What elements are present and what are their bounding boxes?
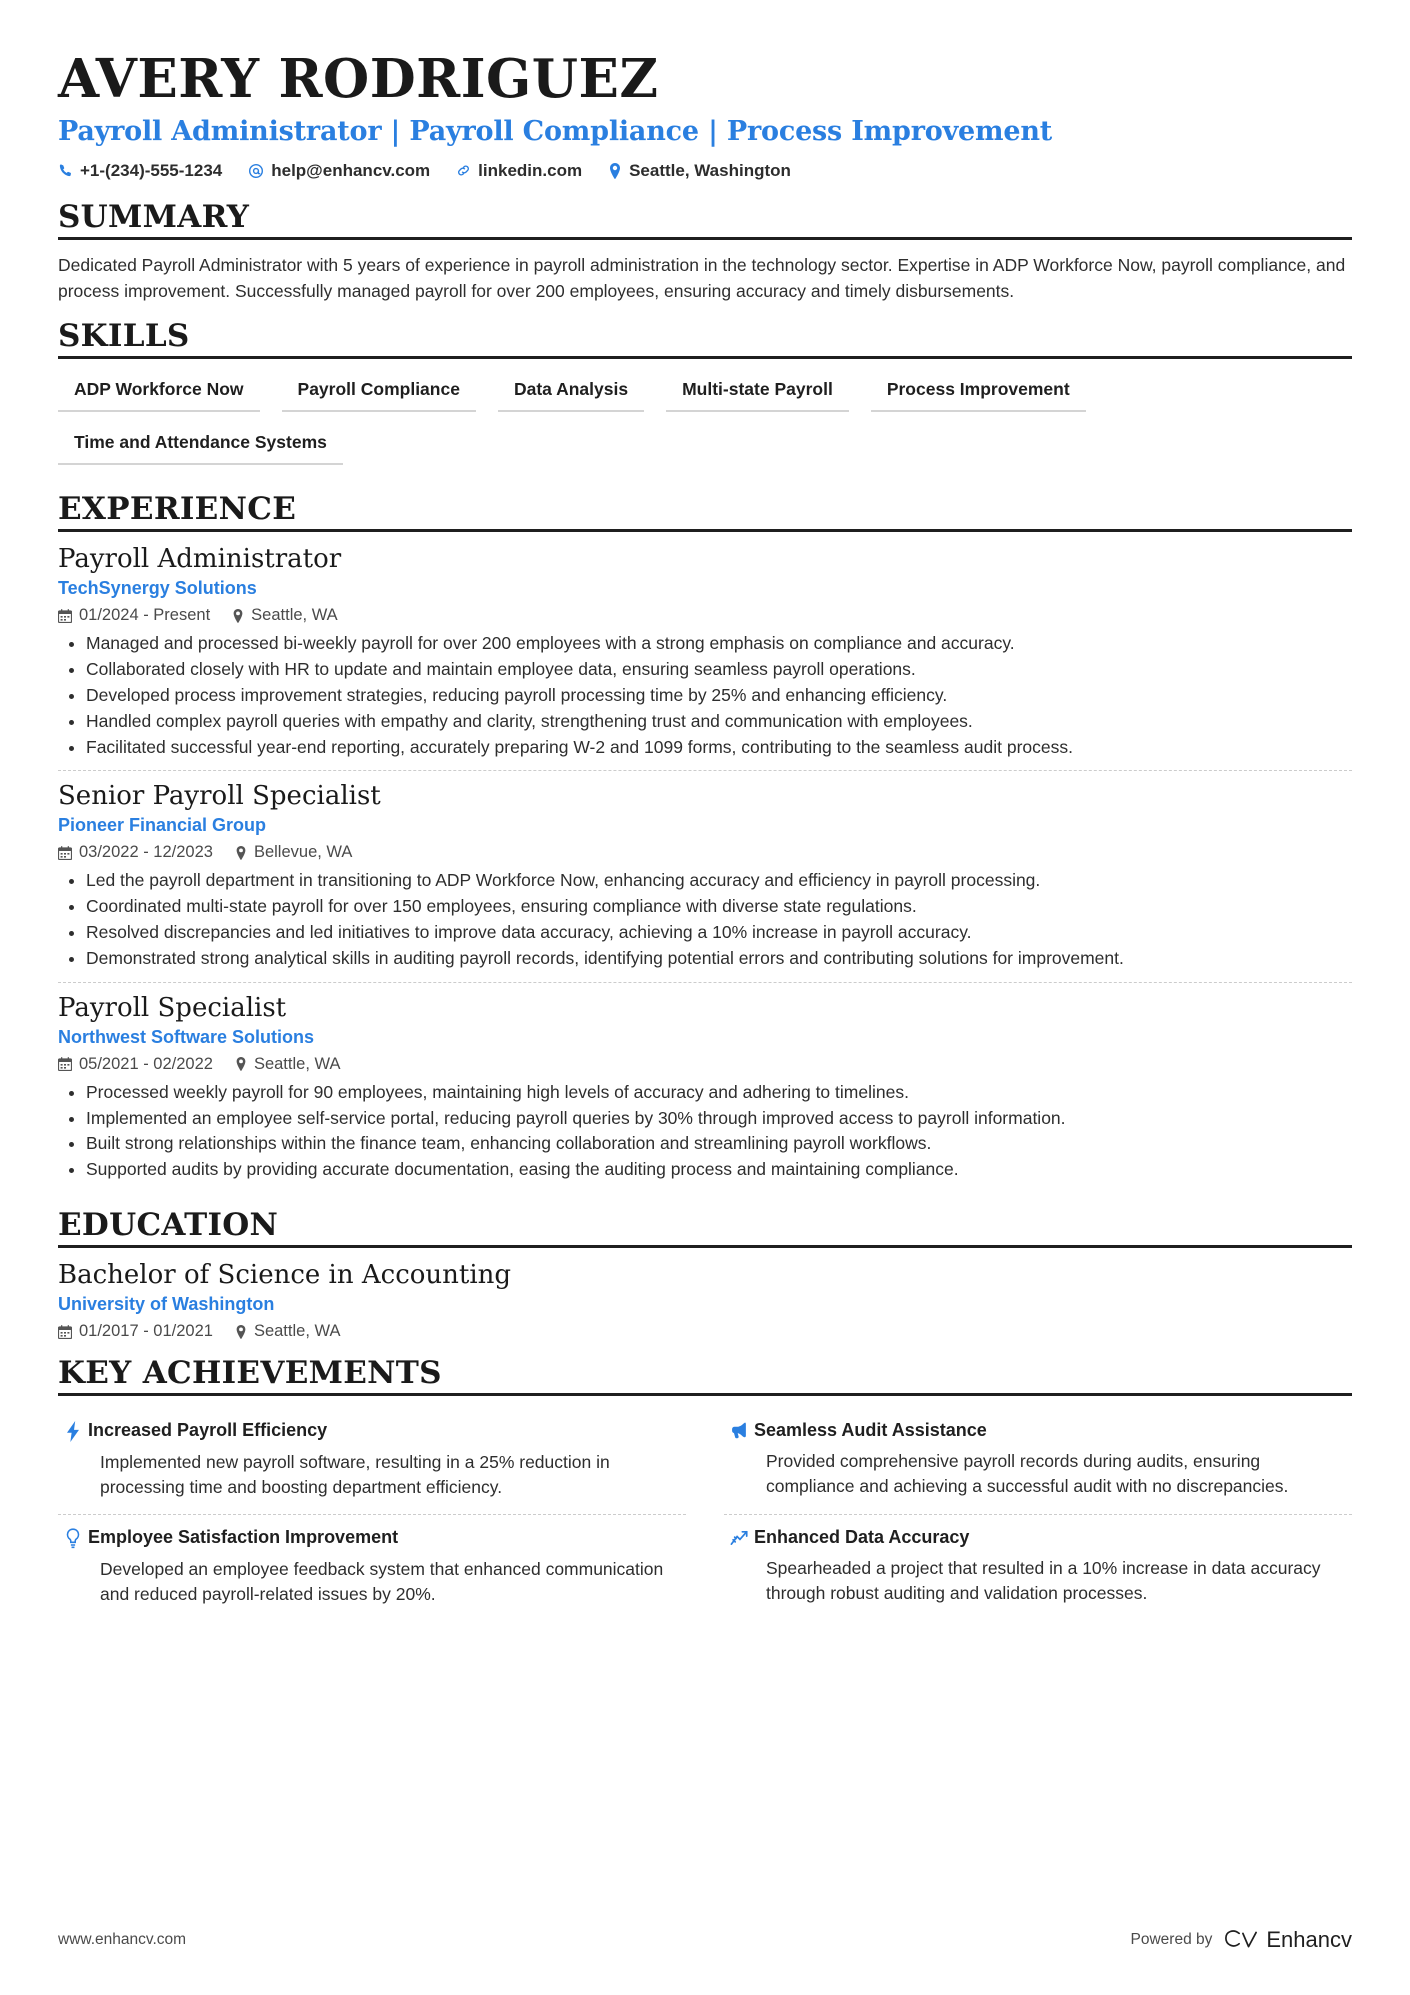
job-location-text: Seattle, WA bbox=[251, 606, 338, 625]
section-title-education: EDUCATION bbox=[58, 1207, 1352, 1248]
achievements-grid bbox=[58, 1408, 1352, 1620]
contact-email-text: help@enhancv.com bbox=[271, 160, 431, 180]
company-name: Northwest Software Solutions bbox=[58, 1026, 315, 1047]
job-dates bbox=[58, 843, 213, 862]
skill-item: ADP Workforce Now bbox=[58, 371, 260, 412]
section-skills bbox=[58, 318, 1352, 477]
job-dates-text: 05/2021 - 02/2022 bbox=[79, 1054, 213, 1073]
contact-linkedin[interactable] bbox=[456, 161, 582, 181]
contact-email[interactable] bbox=[248, 161, 430, 181]
location-icon bbox=[608, 163, 622, 179]
bullet-item: • Coordinated multi-state payroll for over 150 employees, ensuring compliance with diverse state regulations. bbox=[86, 894, 1352, 919]
job-dates bbox=[58, 606, 210, 625]
company-name: Pioneer Financial Group bbox=[58, 815, 267, 836]
job-dates bbox=[58, 1055, 213, 1074]
job-location bbox=[232, 606, 338, 625]
contact-location bbox=[608, 161, 791, 181]
achievement-item bbox=[58, 1515, 686, 1621]
bullet-item: • Resolved discrepancies and led initiatives to improve data accuracy, achieving a 10% increase in payroll accuracy. bbox=[86, 920, 1352, 945]
job-location-text: Bellevue, WA bbox=[253, 843, 353, 862]
resume-header bbox=[58, 48, 1352, 181]
education-entry bbox=[58, 1260, 1352, 1341]
experience-entry bbox=[58, 544, 1352, 771]
section-education bbox=[58, 1207, 1352, 1341]
email-icon bbox=[248, 163, 264, 179]
school-name: University of Washington bbox=[58, 1294, 275, 1315]
contact-location-text: Seattle, Washington bbox=[629, 160, 791, 180]
bullet-item: • Facilitated successful year-end reporting, accurately preparing W-2 and 1099 forms, contributing to the seamless audit process. bbox=[86, 735, 1352, 760]
location-icon bbox=[232, 609, 244, 623]
achievement-description: Spearheaded a project that resulted in a 10% increase in data accuracy through robust auditing and validation processes. bbox=[766, 1557, 1321, 1603]
education-dates-text: 01/2017 - 01/2021 bbox=[79, 1322, 213, 1341]
skill-item: Payroll Compliance bbox=[282, 371, 476, 412]
section-achievements bbox=[58, 1355, 1352, 1620]
job-bullets bbox=[58, 631, 1352, 759]
experience-entry bbox=[58, 993, 1352, 1193]
section-experience bbox=[58, 491, 1352, 1193]
bullet-item: • Implemented an employee self-service portal, reducing payroll queries by 30% through improved access to payroll information. bbox=[86, 1106, 1352, 1131]
job-title: Senior Payroll Specialist bbox=[58, 781, 381, 812]
job-meta bbox=[58, 843, 1352, 862]
enhancv-logo bbox=[1224, 1927, 1352, 1953]
job-location bbox=[235, 843, 352, 862]
contact-row bbox=[58, 161, 1352, 181]
location-icon bbox=[235, 1057, 247, 1071]
achievement-head bbox=[724, 1420, 1352, 1441]
calendar-icon bbox=[58, 1057, 72, 1071]
achievement-item bbox=[724, 1408, 1352, 1515]
location-icon bbox=[235, 846, 247, 860]
job-dates-text: 03/2022 - 12/2023 bbox=[79, 843, 213, 862]
section-title-achievements: KEY ACHIEVEMENTS bbox=[58, 1355, 1352, 1396]
skill-item: Time and Attendance Systems bbox=[58, 424, 343, 465]
calendar-icon bbox=[58, 846, 72, 860]
footer-url[interactable]: www.enhancv.com bbox=[58, 1931, 187, 1948]
company-name: TechSynergy Solutions bbox=[58, 578, 257, 599]
achievement-item bbox=[58, 1408, 686, 1515]
contact-phone bbox=[58, 161, 222, 181]
job-location bbox=[235, 1055, 341, 1074]
bullet-item: • Led the payroll department in transitioning to ADP Workforce Now, enhancing accuracy and efficiency in payroll processing. bbox=[86, 868, 1352, 893]
bullet-item: • Managed and processed bi-weekly payroll for over 200 employees with a strong emphasis on compliance and accuracy. bbox=[86, 631, 1352, 656]
bullet-item: • Handled complex payroll queries with empathy and clarity, strengthening trust and communication with employees. bbox=[86, 709, 1352, 734]
education-location-text: Seattle, WA bbox=[253, 1322, 341, 1341]
achievement-title: Employee Satisfaction Improvement bbox=[88, 1526, 399, 1547]
location-icon bbox=[235, 1325, 247, 1339]
lightbulb-icon bbox=[58, 1527, 88, 1549]
bullet-item: • Processed weekly payroll for 90 employees, maintaining high levels of accuracy and adhering to timelines. bbox=[86, 1080, 1352, 1105]
achievement-head bbox=[724, 1527, 1352, 1548]
job-title: Payroll Specialist bbox=[58, 992, 287, 1023]
section-title-summary: SUMMARY bbox=[58, 199, 1352, 240]
skill-item: Multi-state Payroll bbox=[666, 371, 849, 412]
education-location bbox=[235, 1322, 341, 1341]
section-summary bbox=[58, 199, 1352, 305]
achievement-title: Seamless Audit Assistance bbox=[754, 1420, 987, 1441]
job-dates-text: 01/2024 - Present bbox=[79, 606, 211, 625]
megaphone-icon bbox=[724, 1420, 754, 1440]
summary-text: Dedicated Payroll Administrator with 5 years of experience in payroll administration in the technology sector. Expertise in ADP Workforce Now, payroll compliance, and process improvement. Successfully managed payroll for over 200 employees, ensuring accuracy and timely disbursements. bbox=[58, 254, 1346, 301]
achievement-head bbox=[58, 1527, 686, 1549]
link-icon bbox=[456, 163, 471, 178]
achievement-title: Enhanced Data Accuracy bbox=[754, 1526, 970, 1547]
bullet-item: • Collaborated closely with HR to update and maintain employee data, ensuring seamless payroll operations. bbox=[86, 657, 1352, 682]
education-dates bbox=[58, 1322, 213, 1341]
job-meta bbox=[58, 1055, 1352, 1074]
bullet-item: • Developed process improvement strategies, reducing payroll processing time by 25% and enhancing efficiency. bbox=[86, 683, 1352, 708]
section-title-experience: EXPERIENCE bbox=[58, 491, 1352, 532]
powered-by-label: Powered by bbox=[1130, 1931, 1213, 1948]
achievement-title: Increased Payroll Efficiency bbox=[88, 1420, 328, 1441]
job-title: Payroll Administrator bbox=[58, 544, 342, 575]
experience-entry bbox=[58, 781, 1352, 982]
page-footer bbox=[58, 1927, 1352, 1953]
lightning-icon bbox=[58, 1420, 88, 1442]
calendar-icon bbox=[58, 609, 72, 623]
professional-headline: Payroll Administrator | Payroll Compliance | Process Improvement bbox=[58, 115, 1053, 147]
page-title: AVERY RODRIGUEZ bbox=[58, 48, 659, 110]
contact-phone-text: +1-(234)-555-1234 bbox=[80, 160, 223, 180]
achievement-description: Developed an employee feedback system that enhanced communication and reduced payroll-related issues by 20%. bbox=[100, 1558, 664, 1604]
job-meta bbox=[58, 606, 1352, 625]
skill-item: Process Improvement bbox=[871, 371, 1086, 412]
achievement-description: Implemented new payroll software, resulting in a 25% reduction in processing time and boosting department efficiency. bbox=[100, 1452, 610, 1497]
achievement-head bbox=[58, 1420, 686, 1442]
phone-icon bbox=[58, 163, 73, 178]
bullet-item: • Built strong relationships within the finance team, enhancing collaboration and streamlining payroll workflows. bbox=[86, 1131, 1352, 1156]
bullet-item: • Demonstrated strong analytical skills in auditing payroll records, identifying potential errors and contributing solutions for improvement. bbox=[86, 946, 1352, 971]
enhancv-mark-icon bbox=[1224, 1929, 1258, 1951]
section-title-skills: SKILLS bbox=[58, 318, 1352, 359]
degree-title: Bachelor of Science in Accounting bbox=[58, 1260, 512, 1291]
achievement-description: Provided comprehensive payroll records during audits, ensuring compliance and achieving a successful audit with no discrepancies. bbox=[766, 1451, 1289, 1496]
achievement-item bbox=[724, 1515, 1352, 1621]
job-bullets bbox=[58, 1080, 1352, 1182]
enhancv-wordmark: Enhancv bbox=[1266, 1927, 1352, 1952]
footer-brand-block bbox=[1131, 1927, 1352, 1953]
calendar-icon bbox=[58, 1325, 72, 1339]
contact-linkedin-text: linkedin.com bbox=[478, 160, 583, 180]
education-meta bbox=[58, 1322, 1352, 1341]
skill-item: Data Analysis bbox=[498, 371, 644, 412]
job-location-text: Seattle, WA bbox=[253, 1054, 341, 1073]
bullet-item: • Supported audits by providing accurate documentation, easing the auditing process and maintaining compliance. bbox=[86, 1157, 1352, 1182]
job-bullets bbox=[58, 868, 1352, 970]
trending-up-icon bbox=[724, 1527, 754, 1547]
skills-list bbox=[58, 371, 1352, 477]
